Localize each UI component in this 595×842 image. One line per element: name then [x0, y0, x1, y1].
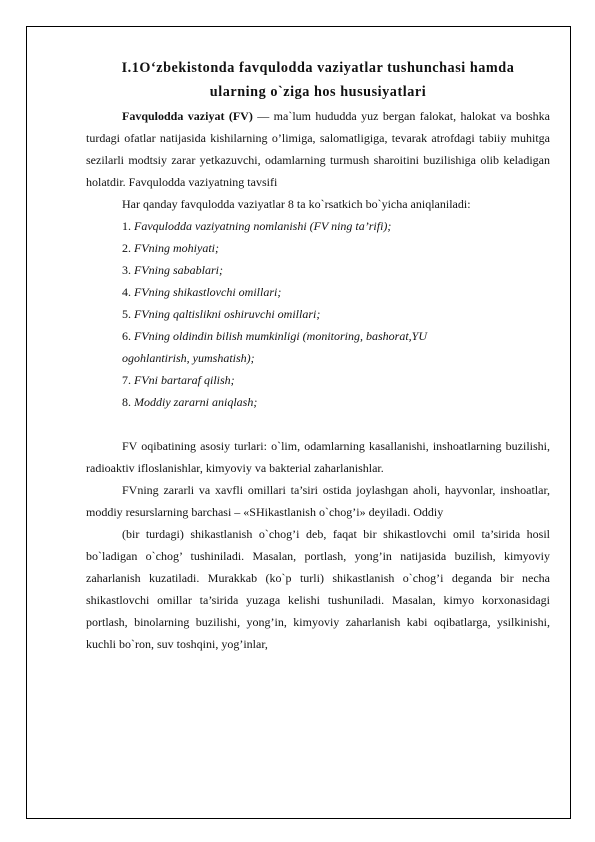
- list-item: 1. Favqulodda vaziyatning nomlanishi (FV ning ta’rifi);: [122, 219, 392, 233]
- heading-line-1: I.1O‘zbekistonda favqulodda vaziyatlar tushunchasi hamda: [121, 60, 515, 76]
- intro-paragraph: [86, 105, 550, 193]
- criteria-intro: Har qanday favqulodda vaziyatlar 8 ta ko`rsatkich bo`yicha aniqlaniladi:: [122, 197, 471, 211]
- page-frame: [26, 26, 571, 819]
- intro-term: Favqulodda vaziyat (FV): [122, 109, 253, 123]
- types-paragraph: (bir turdagi) shikastlanish o`chog’i deb, faqat bir shikastlovchi omil ta’sirida hosil bo`ladigan o`chog’ tushiniladi. Masalan, portlash, yong’in natijasida buzilish, kimyoviy zaharlanish kuzatiladi. Murakkab (ko`p turli) shikastlanish o`chog’i deganda bir necha shikastlovchi omillar ta’sirida yuzaga kelishi tushuniladi. Masalan, kimyo korxonasidagi portlash, binolarning buzilishi, yong’in, kimyoviy zaharlanish kabi oqibatlarga, ysilkinishi, kuchli bo`ron, suv toshqini, yog’inlar,: [86, 527, 550, 651]
- damage-paragraph: FVning zararli va xavfli omillari ta’siri ostida joylashgan aholi, hayvonlar, inshoatlar, moddiy resurslarning barchasi – «SHikastlanish o`chog’i» deyiladi. Oddiy: [86, 483, 550, 519]
- list-item: 5. FVning qaltislikni oshiruvchi omillari;: [122, 307, 321, 321]
- list-item: 4. FVning shikastlovchi omillari;: [122, 285, 282, 299]
- blank-line: [86, 413, 550, 435]
- heading-line-2: ularning o`ziga hos hususiyatlari: [209, 84, 427, 100]
- list-item: 6. FVning oldindin bilish mumkinligi (monitoring, bashorat,YU: [122, 329, 428, 343]
- list-item: 3. FVning sabablari;: [122, 263, 223, 277]
- list-item-continuation: ogohlantirish, yumshatish);: [122, 351, 255, 365]
- list-item: 7. FVni bartaraf qilish;: [122, 373, 235, 387]
- document-body: [86, 56, 550, 655]
- section-heading: [86, 56, 550, 104]
- criteria-list: [86, 215, 550, 413]
- results-paragraph: FV oqibatining asosiy turlari: o`lim, odamlarning kasallanishi, inshoatlarning buzilishi, radioaktiv ifloslanishlar, kimyoviy va bakterial zaharlanishlar.: [86, 439, 550, 475]
- intro-text: — ma`lum hududda yuz bergan falokat, halokat va boshka turdagi ofatlar natijasida kishilarning o’limiga, salomatligiga, tevarak atrofdagi tabiiy muhitga sezilarli modtsiy zarar yetkazuvchi, odamlarning turmush sharoitini buzilishiga olib keladigan holatdir. Favqulodda vaziyatning tavsifi: [86, 109, 550, 189]
- list-item: 8. Moddiy zararni aniqlash;: [122, 395, 258, 409]
- list-item: 2. FVning mohiyati;: [122, 241, 219, 255]
